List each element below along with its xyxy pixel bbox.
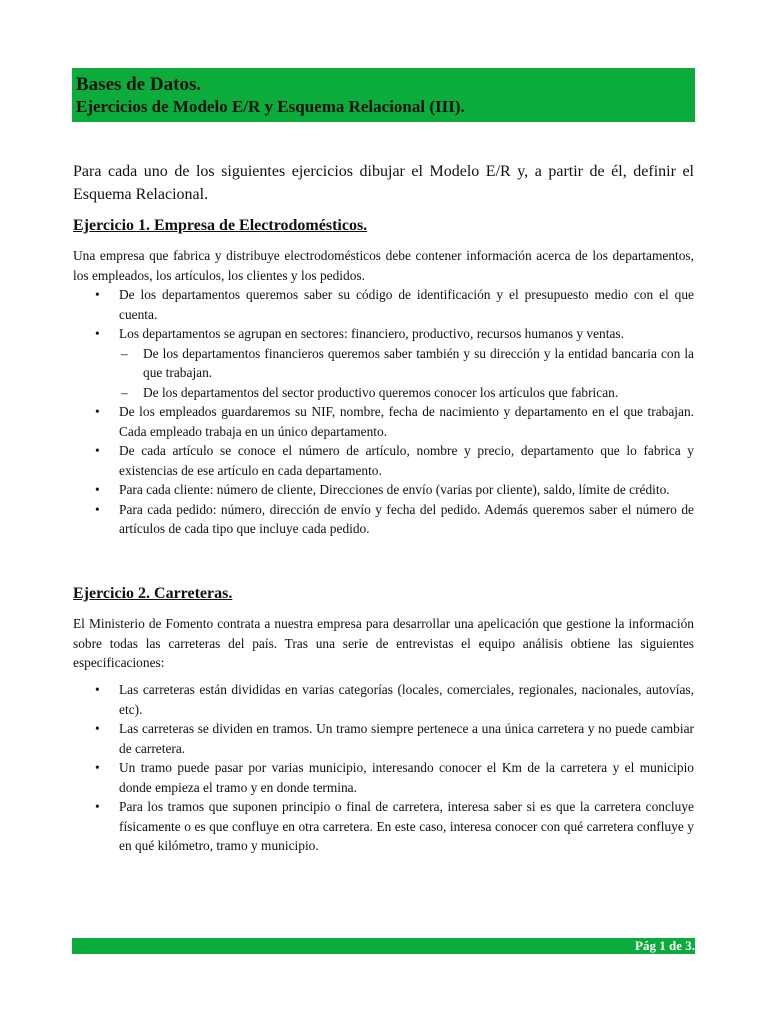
bullet-icon: • [95,326,100,341]
list-item: • Para cada cliente: número de cliente, Direcciones de envío (varias por cliente), saldo, límite de crédito. [73,480,694,500]
bullet-icon: • [95,404,100,419]
page-number: Pág 1 de 3. [635,938,695,953]
bullet-icon: • [95,799,100,814]
exercise-1-heading: Ejercicio 1. Empresa de Electrodomésticos. [73,217,368,234]
list-item: • Para los tramos que suponen principio o final de carretera, interesa saber si es que la carretera concluye físicamente o es que confluye en otra carretera. En este caso, interesa conocer con qué carretera confluye y en qué kilómetro, tramo y municipio. [95,799,694,853]
list-item: • Para cada pedido: número, dirección de envío y fecha del pedido. Además queremos saber el número de artículos de cada tipo que incluye cada pedido. [95,501,694,536]
bullet-icon: • [95,760,100,775]
bullet-icon: • [95,482,100,497]
list-item: • Los departamentos se agrupan en sectores: financiero, productivo, recursos humanos y ventas. – De los departamentos financieros queremos saber también y su dirección y la entidad bancaria con la que trabajan. – De los departamentos del sector productivo queremos conocer los artículos que fabrican. [73,324,694,402]
list-item: • De los empleados guardaremos su NIF, nombre, fecha de nacimiento y departamento en el que trabajan. Cada empleado trabaja en un único departamento. [95,404,694,439]
bullet-icon: • [95,443,100,458]
bullet-icon: • [95,682,100,697]
document-header [72,68,695,122]
list-item: • Un tramo puede pasar por varias municipio, interesando conocer el Km de la carretera y el municipio donde empieza el tramo y en donde termina. [95,760,694,795]
exercise-1-paragraph: Una empresa que fabrica y distribuye electrodomésticos debe contener información acerca de los departamentos, los empleados, los artículos, los clientes y los pedidos. [73,248,694,283]
document-title: Bases de Datos. [76,74,202,95]
sub-list-item: – De los departamentos financieros queremos saber también y su dirección y la entidad bancaria con la que trabajan. [121,345,694,380]
bullet-icon: • [95,721,100,736]
exercise-2-paragraph: El Ministerio de Fomento contrata a nuestra empresa para desarrollar una apelicación que gestione la información sobre todas las carreteras del país. Tras una serie de entrevistas el equipo análisis obtiene las siguientes especificaciones: [73,616,694,670]
exercise-2-heading: Ejercicio 2. Carreteras. [73,585,233,602]
intro-paragraph: Para cada uno de los siguientes ejercicios dibujar el Modelo E/R y, a partir de él, definir el Esquema Relacional. [73,163,694,203]
list-item: • Las carreteras están divididas en varias categorías (locales, comerciales, regionales, nacionales, autovías, etc). [95,682,694,717]
sub-list [119,344,694,403]
exercise-1-list [73,285,694,539]
dash-icon: – [121,345,128,361]
sub-list-item: – De los departamentos del sector productivo queremos conocer los artículos que fabrican. [119,383,694,403]
bullet-icon: • [95,501,100,517]
list-item: • De los departamentos queremos saber su código de identificación y el presupuesto medio con el que cuenta. [95,287,694,322]
page-footer [72,938,695,954]
bullet-icon: • [95,287,100,302]
list-item: • De cada artículo se conoce el número de artículo, nombre y precio, departamento que lo fabrica y existencias de ese artículo en cada departamento. [95,443,694,478]
dash-icon: – [121,384,128,400]
document-subtitle: Ejercicios de Modelo E/R y Esquema Relacional (III). [76,97,465,116]
list-item: • Las carreteras se dividen en tramos. Un tramo siempre pertenece a una única carretera y no puede cambiar de carretera. [95,721,694,756]
exercise-2-list [73,680,694,856]
